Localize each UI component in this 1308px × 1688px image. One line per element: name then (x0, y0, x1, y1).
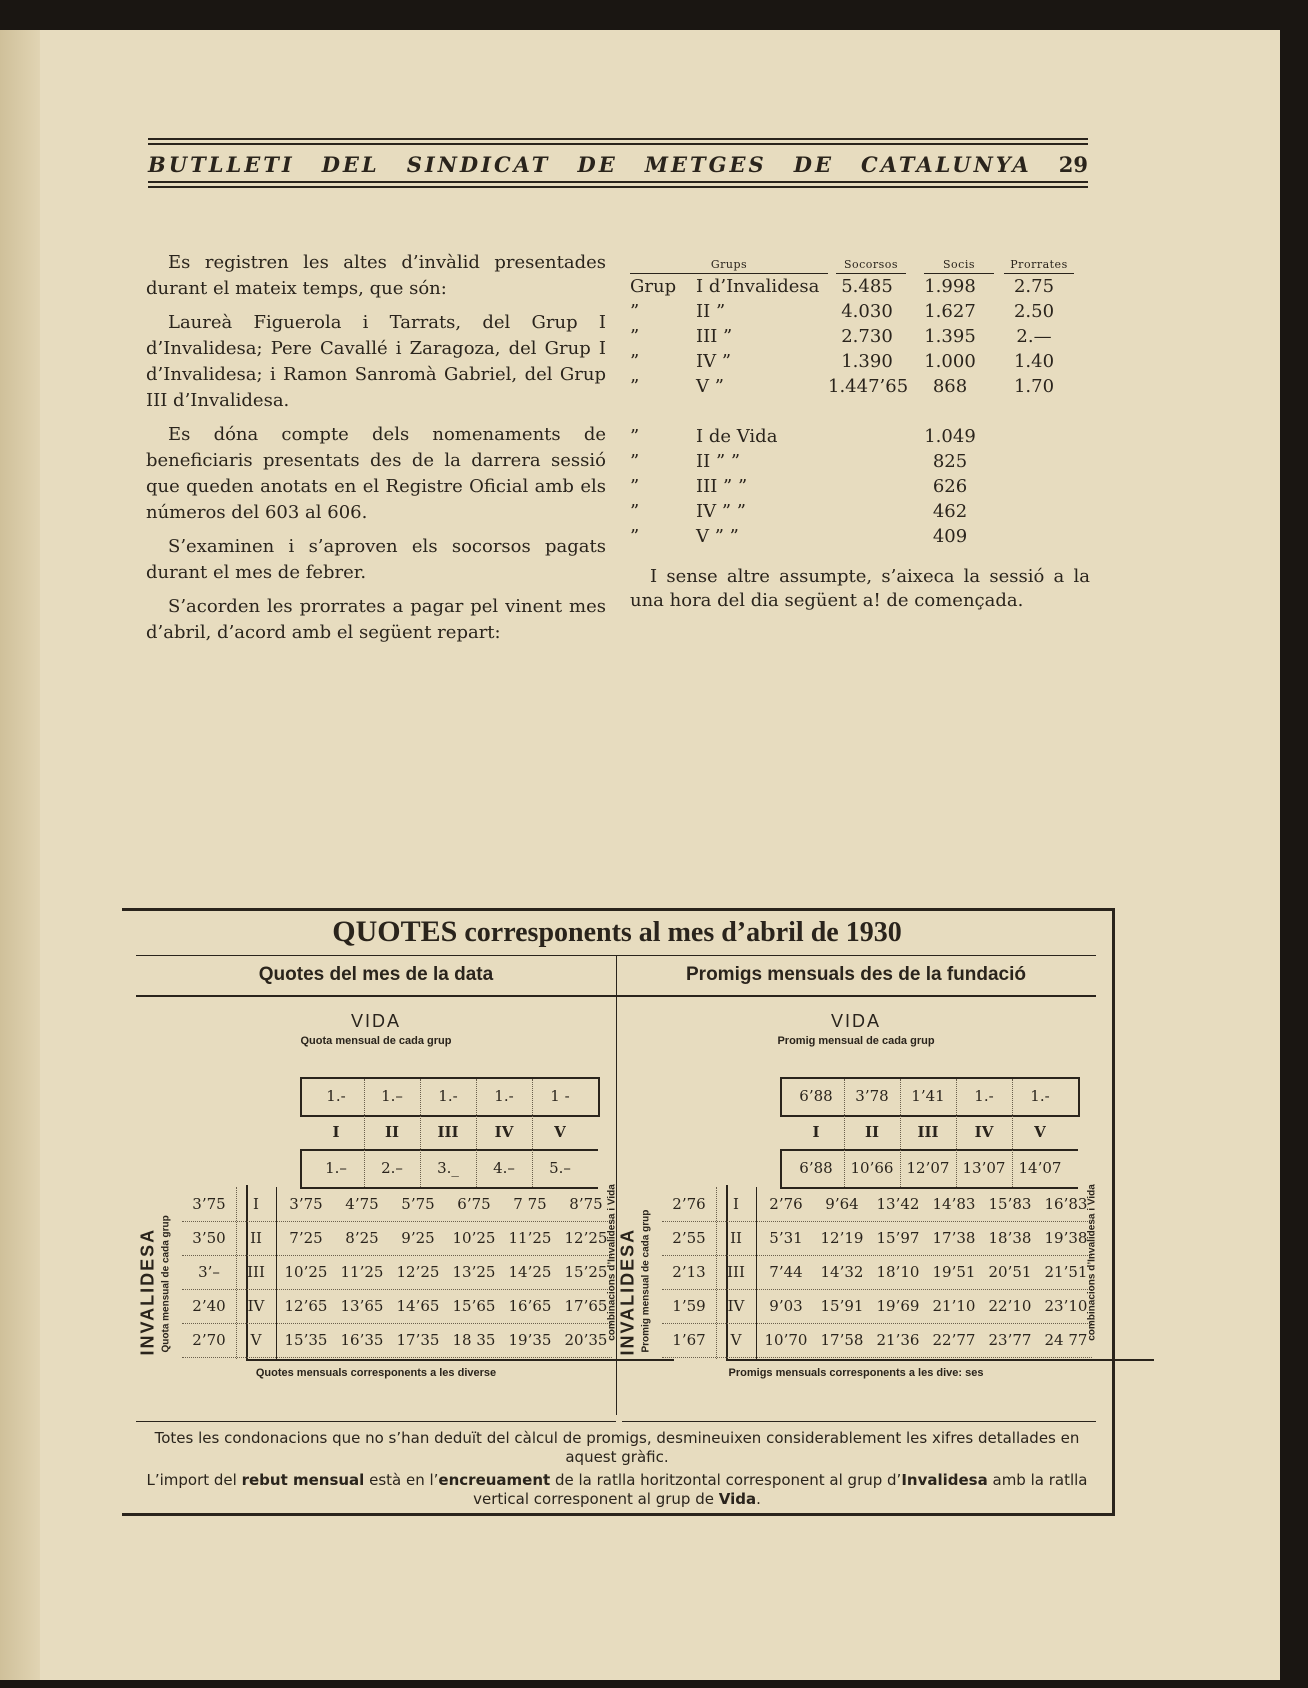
vida-top-value: 1.- (326, 1087, 346, 1105)
invalidesa-group-label: IV (727, 1297, 745, 1315)
groups-table-cell: II ” (696, 301, 726, 322)
matrix-cell: 8’25 (345, 1229, 379, 1247)
groups-table-cell: 825 (932, 451, 968, 472)
groups-table-cell: V ” (696, 376, 724, 397)
invalidesa-group-label: I (733, 1195, 739, 1213)
groups-table-cell: ” (630, 451, 640, 472)
groups-table-row (630, 474, 1090, 499)
invalidesa-value: 3’75 (192, 1195, 226, 1213)
invalidesa-value: 2’76 (672, 1195, 706, 1213)
vida-group-label: I (812, 1123, 820, 1141)
invalidesa-value: 3’50 (192, 1229, 226, 1247)
grid-line (956, 1079, 957, 1187)
groups-table-row (630, 499, 1090, 524)
note-import (142, 1471, 1092, 1509)
grid-line (756, 1187, 757, 1359)
groups-table-cell: II ” ” (696, 451, 741, 472)
vida-top-value: 1 - (550, 1087, 570, 1105)
groups-table-cell: I de Vida (696, 426, 778, 447)
groups-table-cell: ” (630, 351, 640, 372)
combinations-label: combinacions d’Invalidesa i Vida (606, 1184, 618, 1341)
groups-table-cell: 2.— (1016, 326, 1052, 347)
groups-table-cell: 1.627 (924, 301, 976, 322)
matrix-cell: 7’44 (769, 1263, 803, 1281)
groups-table-cell: ” (630, 426, 640, 447)
vida-bottom-value: 5.– (549, 1159, 571, 1177)
groups-table-row (630, 274, 1090, 299)
matrix-cell: 22’10 (988, 1297, 1032, 1315)
page-number: 29 (1058, 152, 1088, 177)
matrix-cell: 13’42 (876, 1195, 920, 1213)
groups-table-cell: 1.998 (924, 276, 976, 297)
paragraph: Es registren les altes d’invàlid presentades durant el mateix temps, que són: (146, 252, 606, 299)
groups-table-cell: 4.030 (841, 301, 893, 322)
header-word: DE (793, 152, 834, 177)
grid-line (900, 1079, 901, 1187)
paragraph: Es dóna compte dels nomenaments de beneficiaris presentats des de la darrera sessió que queden anotats en el Registre Oficial amb els números del 603 al 606. (146, 424, 606, 523)
grid-line (476, 1079, 477, 1187)
vida-heading: VIDA (830, 1011, 881, 1031)
invalidesa-value: 3’– (198, 1263, 220, 1281)
matrix-cell: 18’10 (876, 1263, 920, 1281)
note-bold: Vida (718, 1490, 757, 1508)
groups-table-cell: 868 (932, 376, 968, 397)
groups-table-cell: Grup (630, 276, 677, 297)
running-header (148, 138, 1088, 191)
vida-group-label: V (554, 1123, 566, 1141)
groups-table-cell: 1.70 (1013, 376, 1055, 397)
header-word: DE (577, 152, 618, 177)
matrix-cell: 2’76 (769, 1195, 803, 1213)
invalidesa-group-label: II (250, 1229, 262, 1247)
groups-table-cell: I d’Invalidesa (696, 276, 820, 297)
quotes-right-panel (616, 955, 1096, 1415)
header-prorrates: Prorrates (1004, 258, 1074, 274)
vida-group-label: II (864, 1123, 880, 1141)
matrix-cell: 19’38 (1044, 1229, 1088, 1247)
groups-table-cell: ” (630, 301, 640, 322)
vida-group-label: I (332, 1123, 340, 1141)
groups-table-cell: 5.485 (841, 276, 893, 297)
header-word: CATALUNYA (861, 152, 1032, 177)
matrix-cell: 20’51 (988, 1263, 1032, 1281)
invalidesa-value: 2’70 (192, 1331, 226, 1349)
matrix-cell: 23’10 (1044, 1297, 1088, 1315)
matrix-cell: 18’38 (988, 1229, 1032, 1247)
matrix-cell: 4’75 (345, 1195, 379, 1213)
groups-table-cell: 2.730 (841, 326, 893, 347)
matrix-cell: 15’35 (284, 1331, 328, 1349)
invalidesa-group-label: V (730, 1331, 742, 1349)
note-text: està en l’ (364, 1471, 439, 1489)
vida-subheading: Quota mensual de cada grup (300, 1035, 452, 1047)
groups-table-cell: ” (630, 326, 640, 347)
matrix-cell: 10’25 (284, 1263, 328, 1281)
groups-table-cell: IV ” (696, 351, 732, 372)
quotes-title-main: QUOTES (332, 915, 458, 948)
header-word: SINDICAT (406, 152, 551, 177)
matrix-cell: 9’64 (825, 1195, 859, 1213)
matrix-cell: 10’25 (452, 1229, 496, 1247)
note-text: . (756, 1490, 761, 1508)
invalidesa-value: 1’59 (672, 1297, 706, 1315)
invalidesa-group-label: I (253, 1195, 259, 1213)
vida-group-label: III (437, 1123, 459, 1141)
matrix-cell: 19’35 (508, 1331, 552, 1349)
vida-top-value: 1.- (974, 1087, 994, 1105)
grid-line (532, 1079, 533, 1187)
header-word: BUTLLETI (148, 152, 295, 177)
matrix-cell: 15’97 (876, 1229, 920, 1247)
vida-bottom-value: 12’07 (906, 1159, 950, 1177)
grid-line (276, 1187, 277, 1359)
groups-table-row (630, 449, 1090, 474)
matrix-cell: 10’70 (764, 1331, 808, 1349)
matrix-cell: 17’35 (396, 1331, 440, 1349)
matrix-cell: 20’35 (564, 1331, 608, 1349)
quotes-left-panel (136, 955, 616, 1415)
header-socis: Socis (924, 258, 994, 274)
vida-bottom-value: 13’07 (962, 1159, 1006, 1177)
invalidesa-value: 1’67 (672, 1331, 706, 1349)
matrix-cell: 12’65 (284, 1297, 328, 1315)
groups-table-cell: 626 (932, 476, 968, 497)
matrix-cell: 17’65 (564, 1297, 608, 1315)
groups-table-cell: 462 (932, 501, 968, 522)
matrix-cell: 12’25 (564, 1229, 608, 1247)
vida-top-value: 1.– (381, 1087, 403, 1105)
groups-table-cell: 2.75 (1013, 276, 1055, 297)
matrix-cell: 14’32 (820, 1263, 864, 1281)
groups-table-row (630, 349, 1090, 374)
left-column (146, 250, 606, 654)
groups-table-header (630, 252, 1090, 274)
invalidesa-group-label: III (247, 1263, 265, 1281)
header-title (148, 148, 1088, 181)
invalidesa-group-label: II (730, 1229, 742, 1247)
groups-table-cell: ” (630, 376, 640, 397)
matrix-caption: Promigs mensuals corresponents a les dive: ses (728, 1367, 984, 1379)
vida-group-label: IV (974, 1123, 994, 1141)
matrix-cell: 13’65 (340, 1297, 384, 1315)
note-text: amb la ratlla vertical corresponent al grup de (473, 1471, 1088, 1508)
matrix-caption: Quotes mensuals corresponents a les diverse (255, 1367, 497, 1379)
invalidesa-sublabel: Promig mensual de cada grup (640, 1209, 652, 1353)
groups-table-cell: V ” ” (696, 526, 739, 547)
invalidesa-value: 2’13 (672, 1263, 706, 1281)
paragraph: S’acorden les prorrates a pagar pel vinent mes d’abril, d’acord amb el següent repart: (146, 596, 606, 643)
matrix-cell: 15’83 (988, 1195, 1032, 1213)
groups-table-row (630, 374, 1090, 399)
matrix-cell: 12’25 (396, 1263, 440, 1281)
grid-line (236, 1187, 237, 1359)
paragraph: S’examinen i s’aproven els socorsos pagats durant el mes de febrer. (146, 536, 606, 583)
vida-group-label: IV (494, 1123, 514, 1141)
groups-table-row (630, 399, 1090, 424)
book-spine-shadow (0, 30, 40, 1680)
matrix-cell: 17’38 (932, 1229, 976, 1247)
matrix-cell: 22’77 (932, 1331, 976, 1349)
matrix-cell: 23’77 (988, 1331, 1032, 1349)
vida-bottom-value: 6’88 (799, 1159, 833, 1177)
matrix-cell: 16’65 (508, 1297, 552, 1315)
invalidesa-group-label: IV (247, 1297, 265, 1315)
matrix-cell: 11’25 (508, 1229, 552, 1247)
groups-table-cell: III ” (696, 326, 733, 347)
groups-table-cell: 1.000 (924, 351, 976, 372)
vida-group-label: II (384, 1123, 400, 1141)
grid-line (420, 1079, 421, 1187)
row-divider (662, 1357, 1092, 1358)
groups-table-row (630, 299, 1090, 324)
note-bold: rebut mensual (241, 1471, 365, 1489)
matrix-cell: 12’19 (820, 1229, 864, 1247)
invalidesa-group-label: III (727, 1263, 745, 1281)
vida-group-label: III (917, 1123, 939, 1141)
matrix-cell: 7 75 (513, 1195, 547, 1213)
matrix-cell: 13’25 (452, 1263, 496, 1281)
groups-table-cell: ” (630, 501, 640, 522)
paragraph: Laureà Figuerola i Tarrats, del Grup I d’Invalidesa; Pere Cavallé i Zaragoza, del Grup I d’Invalidesa; i Ramon Sanromà Gabriel, del Grup III d’Invalidesa. (146, 312, 606, 411)
matrix-cell: 21’36 (876, 1331, 920, 1349)
groups-table-cell: 2.50 (1013, 301, 1055, 322)
groups-table-body (630, 274, 1090, 549)
vida-bottom-value: 3._ (437, 1159, 459, 1177)
matrix-cell: 6’75 (457, 1195, 491, 1213)
groups-table-cell: III ” ” (696, 476, 748, 497)
groups-table-cell: 1.40 (1013, 351, 1055, 372)
matrix-cell: 15’91 (820, 1297, 864, 1315)
matrix-cell: 15’25 (564, 1263, 608, 1281)
groups-table-row (630, 524, 1090, 549)
invalidesa-label: INVALIDESA (617, 1227, 638, 1356)
row-divider (182, 1357, 612, 1358)
matrix-cell: 19’51 (932, 1263, 976, 1281)
combinations-label: combinacions d’Invalidesa i Vida (1086, 1184, 1098, 1341)
header-word: METGES (644, 152, 767, 177)
vida-group-label: V (1034, 1123, 1046, 1141)
quotes-title (122, 915, 1112, 949)
vida-top-value: 1’41 (911, 1087, 945, 1105)
header-word: DEL (321, 152, 380, 177)
matrix-cell: 7’25 (289, 1229, 323, 1247)
matrix-cell: 14’65 (396, 1297, 440, 1315)
note-condonacions: Totes les condonacions que no s’han deduït del càlcul de promigs, desmineuixen considerablement les xifres detallades en aquest gràfic. (154, 1429, 1080, 1466)
grid-line (716, 1187, 717, 1359)
vida-top-value: 6’88 (799, 1087, 833, 1105)
note-text: L’import del (146, 1471, 242, 1489)
invalidesa-value: 2’40 (192, 1297, 226, 1315)
grid-line (844, 1079, 845, 1187)
groups-table-cell: ” (630, 526, 640, 547)
header-socorsos: Socorsos (836, 258, 906, 274)
matrix-cell: 11’25 (340, 1263, 384, 1281)
header-grups: Grups (630, 258, 828, 274)
page (0, 30, 1280, 1680)
groups-table-cell: 1.390 (841, 351, 893, 372)
matrix-cell: 9’03 (769, 1297, 803, 1315)
vida-bottom-value: 14’07 (1018, 1159, 1062, 1177)
vida-top-value: 1.- (494, 1087, 514, 1105)
invalidesa-group-label: V (250, 1331, 262, 1349)
groups-table-cell: 1.447’65 (828, 376, 909, 397)
invalidesa-value: 2’55 (672, 1229, 706, 1247)
matrix-cell: 16’83 (1044, 1195, 1088, 1213)
matrix-cell: 8’75 (569, 1195, 603, 1213)
groups-table-cell: 1.395 (924, 326, 976, 347)
matrix-cell: 15’65 (452, 1297, 496, 1315)
matrix-cell: 14’83 (932, 1195, 976, 1213)
vida-bottom-value: 4.– (493, 1159, 515, 1177)
groups-table-cell: ” (630, 476, 640, 497)
note-bold: encreuament (438, 1471, 551, 1489)
grid-line (364, 1079, 365, 1187)
vida-subheading: Promig mensual de cada grup (777, 1035, 935, 1047)
matrix-cell: 18 35 (452, 1331, 496, 1349)
groups-table (630, 252, 1090, 613)
note-text: de la ratlla horitzontal corresponent al grup d’ (550, 1471, 902, 1489)
matrix-cell: 5’31 (769, 1229, 803, 1247)
matrix-cell: 16’35 (340, 1331, 384, 1349)
vida-bottom-value: 10’66 (850, 1159, 894, 1177)
matrix-cell: 24 77 (1044, 1331, 1088, 1349)
vida-bottom-value: 1.– (325, 1159, 347, 1177)
vida-top-value: 1.- (438, 1087, 458, 1105)
closing-paragraph: I sense altre assumpte, s’aixeca la sessió a la una hora del dia següent a! de començada. (630, 566, 1090, 611)
quotes-title-rest: corresponents al mes d’abril de 1930 (457, 917, 902, 948)
matrix-cell: 3’75 (289, 1195, 323, 1213)
matrix-cell: 17’58 (820, 1331, 864, 1349)
groups-table-cell: 409 (932, 526, 968, 547)
groups-table-row (630, 424, 1090, 449)
vida-top-value: 3’78 (855, 1087, 889, 1105)
vida-heading: VIDA (350, 1011, 401, 1031)
panel-subtitle: Quotes del mes de la data (136, 955, 616, 997)
grid-line (1012, 1079, 1013, 1187)
vida-top-value: 1.- (1030, 1087, 1050, 1105)
vida-bottom-value: 2.– (381, 1159, 403, 1177)
note-bold: Invalidesa (901, 1471, 988, 1489)
matrix-cell: 9’25 (401, 1229, 435, 1247)
panel-subtitle: Promigs mensuals des de la fundació (616, 955, 1096, 997)
matrix-cell: 21’10 (932, 1297, 976, 1315)
matrix-cell: 14’25 (508, 1263, 552, 1281)
groups-table-cell: IV ” ” (696, 501, 746, 522)
matrix-cell: 5’75 (401, 1195, 435, 1213)
quotes-box (122, 908, 1115, 1516)
invalidesa-sublabel: Quota mensual de cada grup (160, 1215, 172, 1353)
matrix-cell: 21’51 (1044, 1263, 1088, 1281)
matrix-cell: 19’69 (876, 1297, 920, 1315)
invalidesa-label: INVALIDESA (137, 1227, 158, 1356)
groups-table-cell: 1.049 (924, 426, 976, 447)
groups-table-row (630, 324, 1090, 349)
